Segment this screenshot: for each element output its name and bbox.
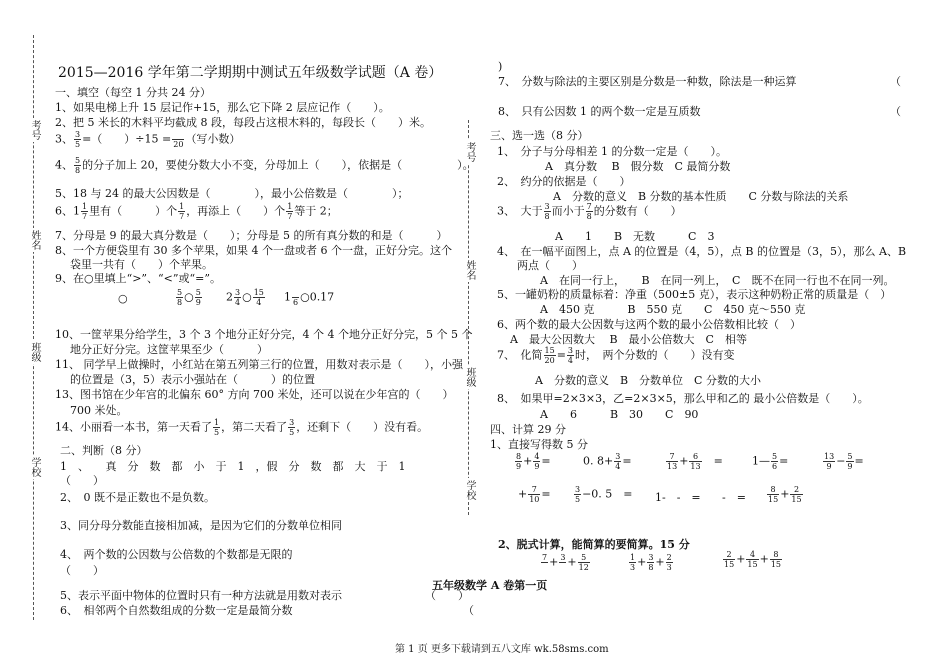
label-school-2: 学校 (464, 480, 475, 500)
fraction: $\frac{1}{7}$ (179, 202, 185, 221)
judge-q8: 8、 只有公因数 1 的两个数一定是互质数 (498, 105, 701, 118)
calc-step-1: 7 + 3 + $\frac{5}{12}$ (542, 553, 589, 572)
fraction: $\frac{1}{5}$ (214, 418, 220, 437)
label-exam-number-2: 考号 (464, 142, 475, 162)
fraction: 6 (292, 288, 299, 307)
fraction: 7 (542, 553, 548, 562)
judge-q8-paren: （ (890, 105, 901, 118)
calc-r2-3: 1- - = (655, 491, 701, 504)
fraction: $\frac{3}{4}$ (615, 452, 621, 471)
fraction: $\frac{13}{9}$ (824, 452, 835, 471)
fraction: $\frac{4}{15}$ (747, 550, 758, 569)
judge-q7: 7、 分数与除法的主要区别是分数是一种数，除法是一种运算 (498, 75, 797, 88)
judge-q6-paren: （ (463, 604, 474, 617)
fraction: $\frac{3}{8}$ (544, 202, 550, 221)
judge-q5-paren: （ ） (425, 589, 469, 602)
fill-q14: 14、小丽看一本书，第一天看了 $\frac{1}{5}$ ，第二天看了 $\frac{3}{5}$ ，还剩下（ ）没有看。 (55, 418, 429, 437)
page-title: 2015—2016 学年第二学期期中测试五年级数学试题（A 卷） (58, 65, 443, 81)
judge-q1-paren: （ ） (60, 474, 104, 487)
fraction: $\frac{8}{9}$ (516, 452, 522, 471)
calc-r1-5: $\frac{13}{9}$ − $\frac{5}{9}$ = (824, 452, 864, 471)
choice-q8: 8、 如果甲=2×3×3，乙=2×3×5，那么甲和乙的 最小公倍数是（ ）。 (497, 392, 869, 405)
label-class-2: 班级 (464, 367, 475, 387)
calc-step-3: $\frac{2}{15}$ + $\frac{4}{15}$ + $\frac{8}{15}$ (724, 550, 781, 569)
fill-q13-line1: 13、图书馆在少年宫的北偏东 60° 方向 700 米处，还可以说在少年宫的（ ） (55, 388, 454, 401)
calc-r1-4: 1— $\frac{5}{6}$ = (752, 452, 789, 471)
choice-q3: 3、 大于 $\frac{3}{8}$ 而小于 $\frac{7}{8}$ 的分数有（ ） (497, 202, 682, 221)
fraction: $\frac{2}{15}$ (791, 485, 802, 504)
fill-q4: 4、 $\frac{5}{8}$ 的分子加上 20，要使分数大小不变，分母加上（ ），依据是（ ）。 (55, 156, 474, 175)
section4-heading: 四、计算 29 分 (490, 423, 566, 436)
choice-q5-options: A 450 克 B 550 克 C 450 克～550 克 (540, 303, 806, 316)
fraction: $\frac{15}{20}$ (544, 346, 555, 365)
label-name-2: 姓名 (464, 260, 475, 280)
choice-q4-line1: 4、 在一幅平面图上，点 A 的位置是（4，5），点 B 的位置是（3，5），那么 A、B (497, 245, 907, 258)
label-school: 学校 (29, 457, 40, 477)
fraction: 3 (560, 553, 566, 562)
calc-r2-5: $\frac{8}{15}$ + $\frac{2}{15}$ (768, 485, 802, 504)
fill-q9: 9、在○里填上“>”、“<”或“=”。 (55, 272, 221, 285)
calc-sub1-heading: 1、直接写得数 5 分 (490, 438, 588, 451)
fraction: $\frac{3}{5}$ (289, 418, 295, 437)
fraction: $\frac{3}{5}$ (575, 485, 581, 504)
fill-q6: 6、1 $\frac{1}{7}$ 里有（ ）个 $\frac{1}{7}$ ，再添上（ ）个 $\frac{1}{7}$ 等于 2； (55, 202, 338, 221)
calc-step-2: $\frac{1}{3}$ + $\frac{3}{8}$ + $\frac{2}{3}$ (630, 553, 672, 572)
section2-heading: 二、判断（8 分） (60, 444, 148, 457)
fraction: $\frac{5}{9}$ (195, 288, 201, 307)
choice-q3-options: A 1 B 无数 C 3 (555, 230, 715, 243)
fraction: $\frac{5}{12}$ (578, 553, 589, 572)
fraction: $\frac{15}{4}$ (253, 288, 264, 307)
fraction: $\frac{5}{8}$ (177, 288, 183, 307)
calc-r2-2: $\frac{3}{5}$ −0. 5 = (575, 485, 633, 504)
binding-line-middle (468, 120, 469, 515)
top-paren: ) (498, 60, 503, 73)
choice-q5: 5、一罐奶粉的质量标着：净重（500±5 克），表示这种奶粉正常的质量是（ ） (497, 288, 892, 301)
compare-4: 1 6 ○0.17 (284, 288, 334, 307)
choice-q2-options: A 分数的意义 B 分数的基本性质 C 分数与除法的关系 (553, 190, 849, 203)
label-name: 姓名 (29, 230, 40, 250)
calc-r2-1: + $\frac{7}{10}$ = (518, 485, 551, 504)
judge-q2: 2、 0 既不是正数也不是负数。 (60, 491, 215, 504)
fraction: $\frac{4}{9}$ (534, 452, 540, 471)
fraction: $\frac{7}{10}$ (529, 485, 540, 504)
calc-r1-1: $\frac{8}{9}$ + $\frac{4}{9}$ = (516, 452, 551, 471)
fill-q7: 7、分母是 9 的最大真分数是（ ）；分母是 5 的所有真分数的和是（ ） (55, 229, 448, 242)
judge-q1: 1 、 真 分 数 都 小 于 1 ，假 分 数 都 大 于 1 (60, 460, 417, 473)
fill-q10-line1: 10、一筐苹果分给学生，3 个 3 个地分正好分完，4 个 4 个地分正好分完，5 个 5 个 (55, 328, 473, 341)
choice-q7: 7、 化简 $\frac{15}{20}$ = $\frac{3}{4}$ 时， 两个分数的（ ）没有变 (497, 346, 735, 365)
fraction: 20 (172, 130, 184, 149)
judge-q6: 6、 相邻两个自然数组成的分数一定是最简分数 (60, 604, 293, 617)
choice-q8-options: A 6 B 30 C 90 (540, 408, 699, 421)
fraction: $\frac{1}{7}$ (287, 202, 293, 221)
fraction: $\frac{3}{4}$ (567, 346, 573, 365)
fraction: $\frac{7}{13}$ (667, 452, 678, 471)
calc-r2-4: - = (722, 491, 746, 504)
fraction: $\frac{2}{15}$ (724, 550, 735, 569)
choice-q4-options: A 在同一行上， B 在同一列上， C 既不在同一行也不在同一列。 (540, 274, 895, 287)
fraction: $\frac{6}{13}$ (690, 452, 701, 471)
fill-q8-line2: 袋里一共有（ ）个苹果。 (70, 258, 213, 271)
fraction: $\frac{1}{3}$ (630, 553, 636, 572)
choice-q1-options: A 真分数 B 假分数 C 最简分数 (545, 160, 731, 173)
fraction: $\frac{8}{15}$ (768, 485, 779, 504)
fraction: $\frac{8}{15}$ (770, 550, 781, 569)
fill-q3: 3、 $\frac{3}{5}$ =（ ）÷15 = 20 （写小数） (55, 130, 241, 149)
section1-heading: 一、填空（每空 1 分共 24 分） (55, 86, 211, 99)
page-label: 五年级数学 A 卷第一页 (432, 579, 548, 592)
label-exam-number: 考号 (29, 120, 40, 140)
choice-q6-options: A 最大公因数大 B 最小公倍数大 C 相等 (510, 333, 747, 346)
fraction: $\frac{5}{9}$ (847, 452, 853, 471)
fraction: $\frac{3}{5}$ (75, 130, 81, 149)
choice-q1: 1、 分子与分母相差 1 的分数一定是（ ）。 (497, 145, 727, 158)
fill-q11-line1: 11、 同学早上做操时，小红站在第五列第三行的位置，用数对表示是（ ），小强 (55, 358, 463, 371)
choice-q6: 6、两个数的最大公因数与这两个数的最小公倍数相比较（ ） (497, 318, 801, 331)
compare-1: ○ (118, 292, 128, 305)
judge-q7-paren: （ (890, 75, 901, 88)
judge-q4-paren: （ ） (60, 564, 104, 577)
fraction: $\frac{2}{3}$ (666, 553, 672, 572)
compare-3: 2 $\frac{3}{4}$ ○ $\frac{15}{4}$ (226, 288, 264, 307)
fraction: $\frac{1}{7}$ (82, 202, 88, 221)
fill-q13-line2: 700 米处。 (70, 404, 128, 417)
fraction: $\frac{3}{4}$ (235, 288, 241, 307)
calc-r1-3: $\frac{7}{13}$ + $\frac{6}{13}$ = (667, 452, 723, 471)
fraction: $\frac{7}{8}$ (586, 202, 592, 221)
calc-sub2-heading: 2、脱式计算，能简算的要简算。15 分 (498, 538, 690, 551)
compare-2: $\frac{5}{8}$ ○ $\frac{5}{9}$ (177, 288, 201, 307)
judge-q5: 5、表示平面中物体的位置时只有一种方法就是用数对表示 (60, 589, 342, 602)
calc-r1-2: 0. 8+ $\frac{3}{4}$ = (583, 452, 632, 471)
choice-q7-options: A 分数的意义 B 分数单位 C 分数的大小 (535, 374, 761, 387)
fill-q2: 2、把 5 米长的木料平均截成 8 段，每段占这根木料的，每段长（ ）米。 (55, 116, 431, 129)
fill-q1: 1、如果电梯上升 15 层记作+15，那么它下降 2 层应记作（ ）。 (55, 101, 390, 114)
fill-q10-line2: 地分正好分完。这筐苹果至少（ ） (70, 343, 268, 356)
judge-q3: 3、同分母分数能直接相加减，是因为它们的分数单位相同 (60, 519, 342, 532)
fraction: $\frac{3}{8}$ (648, 553, 654, 572)
fill-q11-line2: 的位置是（3，5）表示小强站在（ ）的位置 (70, 373, 315, 386)
fill-q5: 5、18 与 24 的最大公因数是（ ），最小公倍数是（ ）； (55, 187, 409, 200)
section3-heading: 三、选一选（8 分） (490, 129, 589, 142)
label-class: 班级 (29, 342, 40, 362)
page-footer: 第 1 页 更多下载请到五八文库 wk.58sms.com (395, 644, 609, 655)
fraction: $\frac{5}{6}$ (772, 452, 778, 471)
fill-q8-line1: 8、一个方便袋里有 30 多个苹果，如果 4 个一盘或者 6 个一盘，正好分完。这个 (55, 244, 452, 257)
fraction: $\frac{5}{8}$ (75, 156, 81, 175)
judge-q4: 4、 两个数的公因数与公倍数的个数都是无限的 (60, 548, 293, 561)
choice-q4-line2: 两点（ ） (517, 259, 583, 272)
choice-q2: 2、 约分的依据是（ ） (497, 175, 631, 188)
